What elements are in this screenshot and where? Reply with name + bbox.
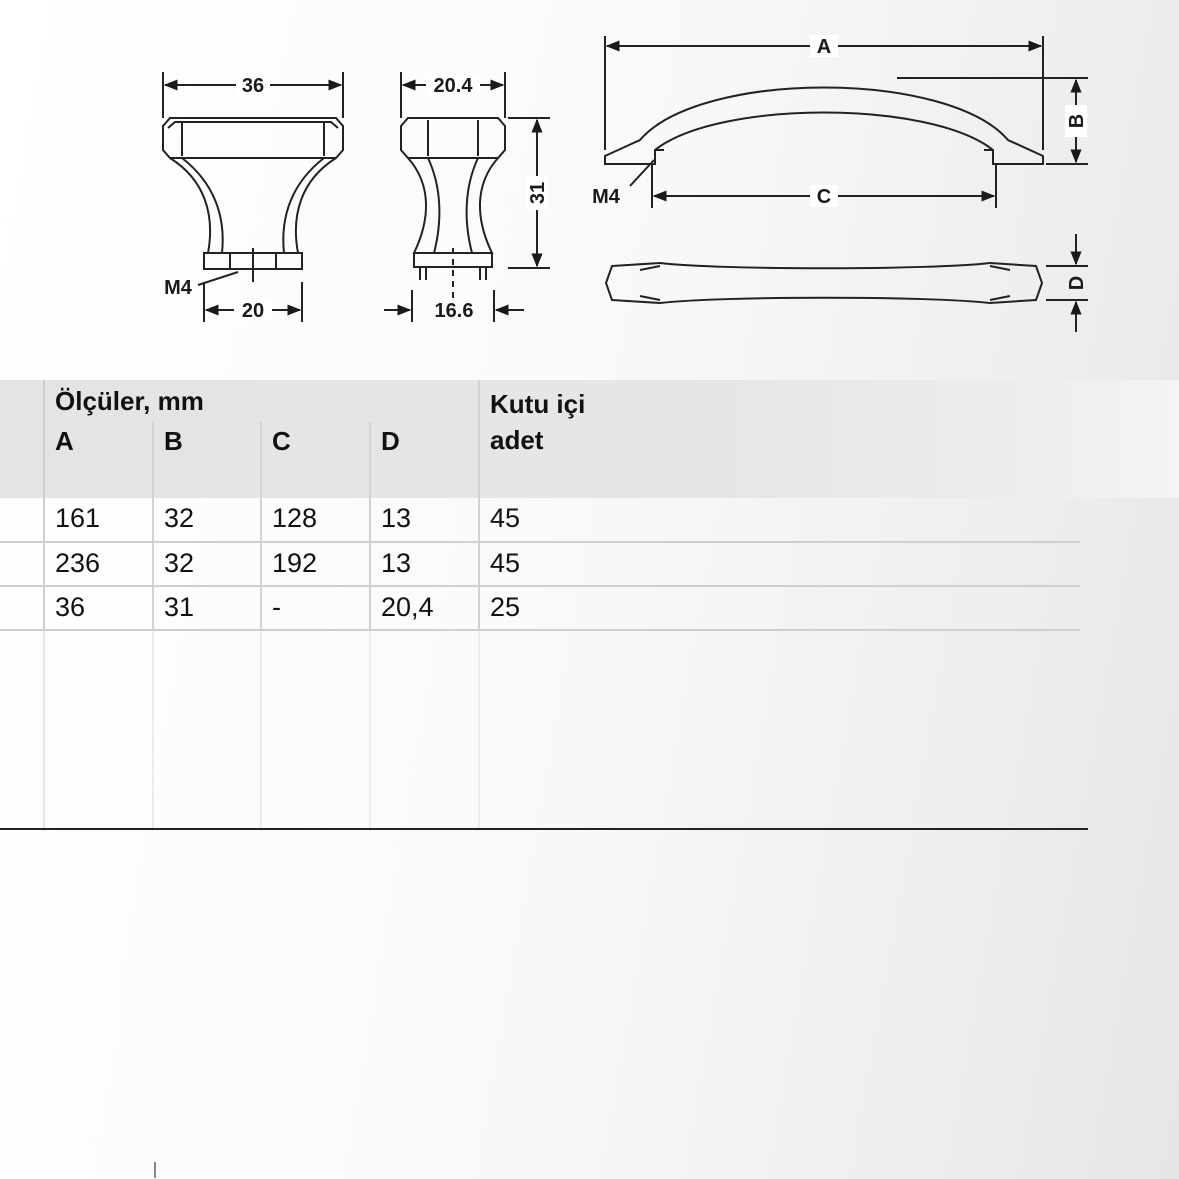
box-quantity-header-line1: Kutu içi [490, 389, 586, 419]
box-quantity-header [479, 380, 1080, 498]
table-row [0, 586, 1080, 630]
cell-b: 32 [153, 542, 261, 586]
cell-d: 13 [370, 498, 479, 542]
cell-qty: 25 [479, 586, 1080, 630]
section-divider [0, 828, 1088, 830]
table-row [0, 542, 1080, 586]
cell-a: 36 [44, 586, 153, 630]
knob-side-width-label: 20.4 [433, 75, 473, 97]
technical-drawing [0, 0, 1179, 370]
knob-height-label: 31 [527, 181, 549, 205]
column-header-a: A [44, 422, 153, 498]
table-row [0, 498, 1080, 542]
column-header-d: D [370, 422, 479, 498]
knob-width-label: 36 [241, 75, 265, 97]
cell-c: - [261, 586, 370, 630]
handle-d-label: D [1066, 275, 1088, 291]
dimensions-table [0, 380, 1080, 831]
cell-b: 32 [153, 498, 261, 542]
box-quantity-header-line2: adet [490, 425, 544, 455]
handle-c-label: C [816, 186, 832, 208]
knob-base-label: 20 [241, 300, 265, 322]
cell-b: 31 [153, 586, 261, 630]
edge-mark [154, 1162, 156, 1178]
handle-a-label: A [816, 36, 832, 58]
knob-side-base-label: 16.6 [434, 300, 474, 322]
cell-c: 192 [261, 542, 370, 586]
table-group-header-row [0, 380, 1080, 422]
handle-thread-label: M4 [592, 186, 620, 208]
cell-qty: 45 [479, 498, 1080, 542]
handle-b-label: B [1066, 113, 1088, 129]
column-header-c: C [261, 422, 370, 498]
handle-side-view [605, 36, 1088, 208]
cell-a: 236 [44, 542, 153, 586]
table-blank-row [0, 630, 1080, 831]
handle-top-view [606, 234, 1088, 332]
knob-thread-label: M4 [164, 277, 192, 299]
cell-d: 13 [370, 542, 479, 586]
cell-qty: 45 [479, 542, 1080, 586]
dimensions-group-header: Ölçüler, mm [44, 380, 479, 422]
cell-d: 20,4 [370, 586, 479, 630]
column-header-b: B [153, 422, 261, 498]
knob-side-view [384, 72, 550, 322]
cell-a: 161 [44, 498, 153, 542]
cell-c: 128 [261, 498, 370, 542]
